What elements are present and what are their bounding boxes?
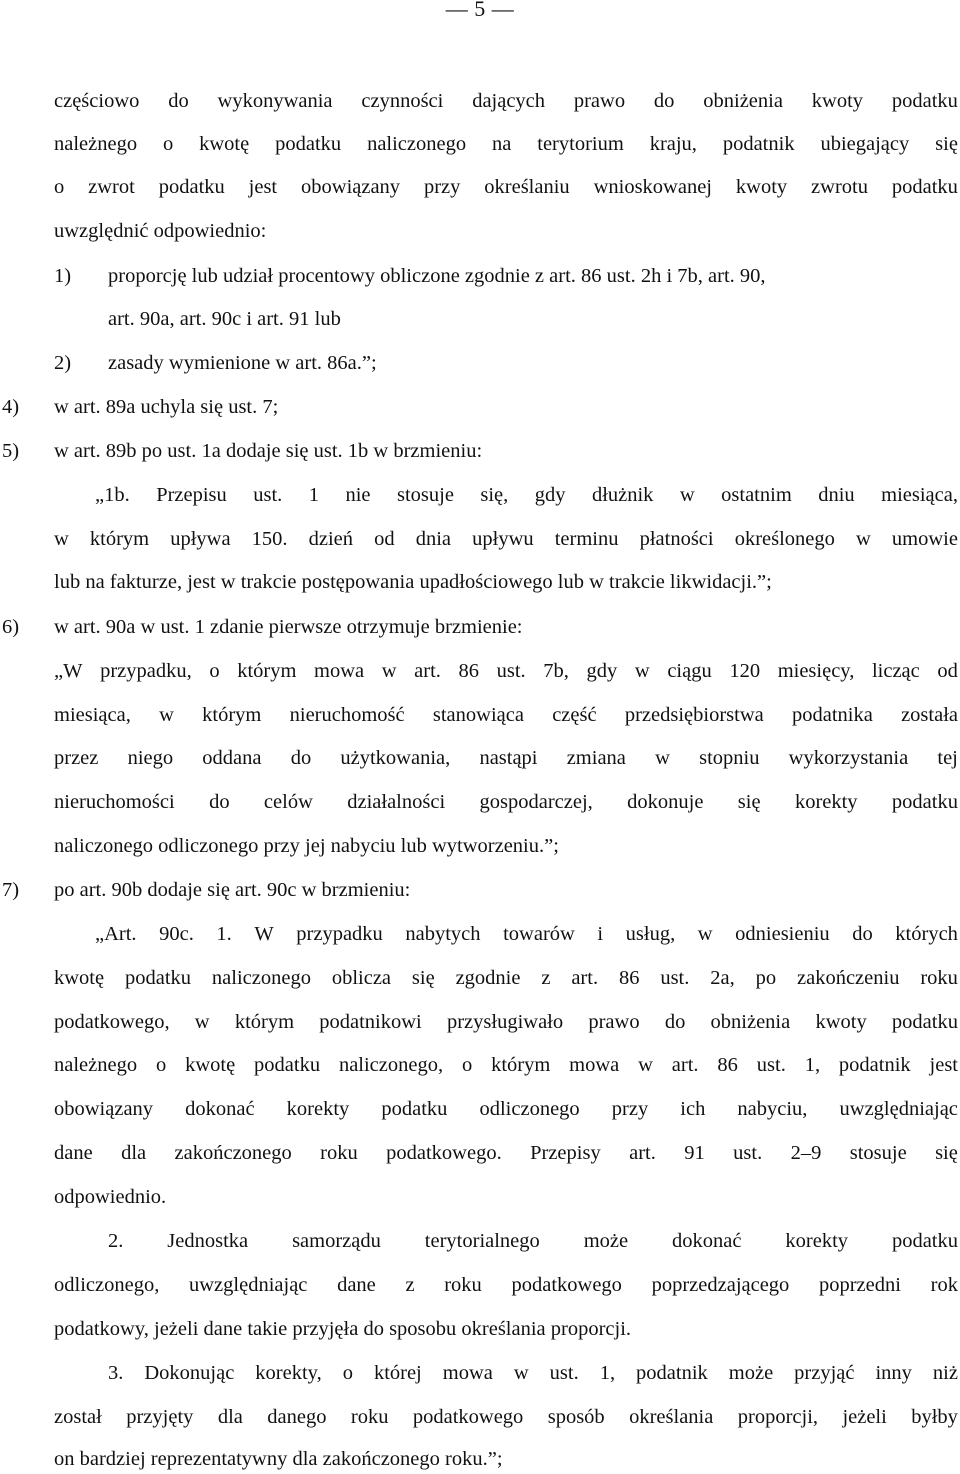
word: podatnik xyxy=(636,1362,708,1384)
item-text: po art. 90b dodaje się art. 90c w brzmieniu: xyxy=(54,879,411,901)
word: naliczonego, xyxy=(338,1054,444,1076)
word: kwotę xyxy=(199,133,250,155)
word: podatnik xyxy=(722,133,795,155)
word: którym xyxy=(89,528,150,550)
word: kwoty xyxy=(735,176,788,198)
word: dających xyxy=(472,90,546,112)
word: roku xyxy=(920,967,958,989)
quote-line xyxy=(54,700,958,730)
word: o xyxy=(155,1054,167,1076)
word: podatku xyxy=(254,1054,321,1076)
word: działalności xyxy=(347,791,446,813)
word: podatku xyxy=(891,1011,958,1033)
word: określonego xyxy=(734,528,835,550)
word: ust. xyxy=(756,1054,786,1076)
word: ust. xyxy=(733,1142,763,1164)
word: zmiana xyxy=(566,747,626,769)
word: dokonuje xyxy=(627,791,704,813)
word: których xyxy=(895,923,958,945)
word: Przepisu xyxy=(156,484,227,506)
word: i xyxy=(597,923,604,945)
word: obowiązany xyxy=(54,1098,154,1120)
word: art. xyxy=(414,660,441,682)
quote-line xyxy=(108,1226,958,1256)
word: w xyxy=(634,660,650,682)
word: licząc xyxy=(871,660,920,682)
word: dnia xyxy=(415,528,452,550)
word: ust. xyxy=(496,660,526,682)
word: 3. xyxy=(108,1362,124,1384)
word: 1, xyxy=(804,1054,821,1076)
word: mowa xyxy=(314,660,365,682)
word: mowa xyxy=(442,1362,493,1384)
word: obowiązany xyxy=(301,176,401,198)
word: ust. xyxy=(660,967,690,989)
word: od xyxy=(937,660,958,682)
item-number: 6) xyxy=(2,616,20,638)
item-number: 7) xyxy=(2,879,20,901)
word: towarów xyxy=(503,923,575,945)
word: danego xyxy=(267,1406,327,1428)
word: płatności xyxy=(639,528,714,550)
item-number: 5) xyxy=(2,440,20,462)
word: obniżenia xyxy=(710,1011,791,1033)
word: kwotę xyxy=(54,967,105,989)
word: korekty xyxy=(794,791,858,813)
word: może xyxy=(728,1362,774,1384)
word: dla xyxy=(121,1142,147,1164)
word: od xyxy=(374,528,395,550)
word: 1, xyxy=(599,1362,616,1384)
word: gospodarczej, xyxy=(479,791,593,813)
word: byłby xyxy=(911,1406,958,1428)
word: kwoty xyxy=(811,90,864,112)
word: podatku xyxy=(891,1230,958,1252)
quote-line xyxy=(54,1007,958,1037)
word: na xyxy=(492,133,512,155)
quote-line xyxy=(54,1402,958,1432)
word: uwzględniając xyxy=(839,1098,958,1120)
quote-line: lub na fakturze, jest w trakcie postępowania upadłościowego lub w trakcie likwidacji.”; xyxy=(54,571,772,593)
word: roku xyxy=(444,1274,482,1296)
word: kwoty xyxy=(815,1011,867,1033)
word: się xyxy=(935,1142,958,1164)
word: jeżeli xyxy=(842,1406,887,1428)
word: został xyxy=(54,1406,102,1428)
word: Dokonując xyxy=(144,1362,235,1384)
word: w xyxy=(655,747,670,769)
word: w xyxy=(638,1054,653,1076)
word: w xyxy=(679,484,695,506)
word: terytorialnego xyxy=(424,1230,540,1252)
word: dla xyxy=(217,1406,243,1428)
quote-line xyxy=(108,1358,958,1388)
intro-line-2 xyxy=(54,129,958,159)
word: miesięcy, xyxy=(777,660,855,682)
quote-line xyxy=(54,1138,958,1168)
word: dniu xyxy=(818,484,855,506)
word: nabyciu, xyxy=(737,1098,808,1120)
quote-line xyxy=(54,1050,958,1080)
word: przyjęty xyxy=(126,1406,194,1428)
word: prawo xyxy=(573,90,626,112)
word: podatnika xyxy=(791,704,873,726)
word: miesiąca, xyxy=(881,484,958,506)
word: do xyxy=(653,90,675,112)
word: terminu xyxy=(554,528,619,550)
word: stosuje xyxy=(849,1142,907,1164)
word: nie xyxy=(345,484,371,506)
word: „1b. xyxy=(95,484,130,506)
word: podatku xyxy=(891,176,958,198)
quote-line xyxy=(54,787,958,817)
word: wykonywania xyxy=(217,90,333,112)
word: Przepisy xyxy=(530,1142,601,1164)
word: z xyxy=(541,967,551,989)
word: inny xyxy=(875,1362,912,1384)
word: podatku xyxy=(158,176,225,198)
item-text: w art. 89a uchyla się ust. 7; xyxy=(54,396,279,418)
word: niego xyxy=(127,747,174,769)
word: nastąpi xyxy=(479,747,538,769)
quote-line: podatkowy, jeżeli dane takie przyjęła do sposobu określania proporcji. xyxy=(54,1318,632,1340)
word: niż xyxy=(932,1362,958,1384)
word: 86 xyxy=(618,967,640,989)
intro-line-3 xyxy=(54,172,958,202)
word: proporcji, xyxy=(737,1406,819,1428)
word: przyjąć xyxy=(794,1362,855,1384)
word: stopniu xyxy=(699,747,760,769)
word: podatku xyxy=(891,90,958,112)
word: podatkowego, xyxy=(54,1011,170,1033)
word: samorządu xyxy=(292,1230,381,1252)
page-number: — 5 — xyxy=(445,0,515,21)
word: w xyxy=(513,1362,529,1384)
word: w xyxy=(381,660,397,682)
word: naliczonego xyxy=(211,967,311,989)
word: podatnikowi xyxy=(319,1011,422,1033)
word: do xyxy=(168,90,189,112)
word: obniżenia xyxy=(703,90,783,112)
word: dane xyxy=(54,1142,93,1164)
word: o xyxy=(461,1054,473,1076)
word: 90c. xyxy=(159,923,194,945)
word: przy xyxy=(611,1098,649,1120)
word: dokonać xyxy=(672,1230,742,1252)
word: zakończonego xyxy=(174,1142,292,1164)
word: 1 xyxy=(308,484,320,506)
word: którym xyxy=(237,660,297,682)
word: celów xyxy=(263,791,313,813)
word: nieruchomość xyxy=(289,704,405,726)
word: art. xyxy=(629,1142,656,1164)
word: gdy xyxy=(586,660,618,682)
word: o xyxy=(342,1362,353,1384)
word: 150. xyxy=(251,528,288,550)
word: odniesieniu xyxy=(735,923,830,945)
word: zgodnie xyxy=(455,967,521,989)
word: wykorzystania xyxy=(788,747,909,769)
word: Jednostka xyxy=(167,1230,249,1252)
word: o xyxy=(209,660,220,682)
word: przysługiwało xyxy=(446,1011,564,1033)
word: 86 xyxy=(458,660,480,682)
item-number: 4) xyxy=(2,396,20,418)
word: w xyxy=(697,923,713,945)
word: podatku xyxy=(381,1098,448,1120)
word: podatnik xyxy=(838,1054,911,1076)
quote-line xyxy=(54,1094,958,1124)
word: roku xyxy=(350,1406,389,1428)
word: się xyxy=(737,791,761,813)
item-text: w art. 89b po ust. 1a dodaje się ust. 1b w brzmieniu: xyxy=(54,440,483,462)
word: nabytych xyxy=(405,923,481,945)
word: została xyxy=(901,704,958,726)
word: do xyxy=(290,747,312,769)
word: ubiegający xyxy=(820,133,910,155)
word: korekty xyxy=(286,1098,350,1120)
word: do xyxy=(664,1011,686,1033)
word: przy xyxy=(423,176,461,198)
word: w xyxy=(54,528,69,550)
word: wnioskowanej xyxy=(593,176,713,198)
word: kraju, xyxy=(649,133,697,155)
word: o xyxy=(162,133,174,155)
word: przypadku, xyxy=(100,660,192,682)
word: 2–9 xyxy=(790,1142,822,1164)
quote-line xyxy=(54,963,958,993)
word: o xyxy=(54,176,65,198)
word: którym xyxy=(234,1011,295,1033)
word: 120 xyxy=(729,660,761,682)
word: W xyxy=(254,923,274,945)
word: podatku xyxy=(124,967,192,989)
word: przez xyxy=(54,747,99,769)
word: do xyxy=(209,791,230,813)
word: korekty xyxy=(785,1230,849,1252)
word: z xyxy=(405,1274,415,1296)
word: naliczonego xyxy=(367,133,467,155)
word: przypadku xyxy=(296,923,383,945)
word: art. xyxy=(571,967,599,989)
word: się xyxy=(411,967,435,989)
word: mowa xyxy=(569,1054,620,1076)
sub-item-line: art. 90a, art. 90c i art. 91 lub xyxy=(108,308,341,330)
word: gdy xyxy=(534,484,566,506)
word: dzień xyxy=(308,528,354,550)
word: określaniu xyxy=(484,176,570,198)
word: upływa xyxy=(170,528,231,550)
word: „W xyxy=(54,660,83,682)
word: art. xyxy=(671,1054,699,1076)
word: której xyxy=(373,1362,422,1384)
word: usług, xyxy=(625,923,676,945)
word: korekty, xyxy=(255,1362,322,1384)
word: w xyxy=(855,528,871,550)
word: częściowo xyxy=(54,90,140,112)
word: może xyxy=(583,1230,629,1252)
word: w xyxy=(159,704,174,726)
word: oblicza xyxy=(331,967,392,989)
word: ust. xyxy=(549,1362,579,1384)
word: przedsiębiorstwa xyxy=(624,704,764,726)
word: część xyxy=(552,704,597,726)
word: stanowiąca xyxy=(432,704,524,726)
word: po xyxy=(755,967,777,989)
word: ust. xyxy=(253,484,283,506)
word: 86 xyxy=(717,1054,738,1076)
word: terytorium xyxy=(537,133,624,155)
word: 7b, xyxy=(543,660,569,682)
word: stosuje xyxy=(396,484,454,506)
word: podatku xyxy=(891,791,958,813)
word: się, xyxy=(480,484,509,506)
word: ich xyxy=(680,1098,706,1120)
word: należnego xyxy=(54,133,138,155)
word: którym xyxy=(491,1054,551,1076)
sub-item-number: 2) xyxy=(54,352,72,374)
word: podatkowego xyxy=(412,1406,524,1428)
quote-line xyxy=(54,656,958,686)
word: upływu xyxy=(472,528,534,550)
word: prawo xyxy=(588,1011,640,1033)
word: tej xyxy=(937,747,958,769)
quote-line xyxy=(54,1270,958,1300)
quote-line xyxy=(95,919,958,949)
word: należnego xyxy=(54,1054,138,1076)
word: jest xyxy=(929,1054,958,1076)
intro-line-1 xyxy=(54,86,958,116)
word: dane xyxy=(337,1274,376,1296)
word: poprzedni xyxy=(818,1274,901,1296)
word: zwrotu xyxy=(811,176,868,198)
item-text: w art. 90a w ust. 1 zdanie pierwsze otrzymuje brzmienie: xyxy=(54,616,523,638)
word: ciągu xyxy=(667,660,712,682)
word: dokonać xyxy=(185,1098,255,1120)
word: podatkowego xyxy=(511,1274,622,1296)
quote-line: on bardziej reprezentatywny dla zakończonego roku.”; xyxy=(54,1448,503,1470)
word: umowie xyxy=(891,528,958,550)
word: roku xyxy=(320,1142,358,1164)
word: do xyxy=(852,923,873,945)
sub-item-line: proporcję lub udział procentowy obliczone zgodnie z art. 86 ust. 2h i 7b, art. 90, xyxy=(108,265,766,287)
word: 2. xyxy=(108,1230,124,1252)
word: ostatnim xyxy=(721,484,792,506)
word: podatkowego. xyxy=(386,1142,502,1164)
quote-line: odpowiednio. xyxy=(54,1186,167,1208)
quote-line: naliczonego odliczonego przy jej nabyciu lub wytworzeniu.”; xyxy=(54,835,559,857)
quote-line xyxy=(95,480,958,510)
word: nieruchomości xyxy=(54,791,175,813)
word: się xyxy=(935,133,958,155)
sub-item-number: 1) xyxy=(54,265,72,287)
word: 2a, xyxy=(710,967,735,989)
word: rok xyxy=(930,1274,958,1296)
word: odliczonego xyxy=(479,1098,580,1120)
word: użytkowania, xyxy=(340,747,451,769)
word: poprzedzającego xyxy=(651,1274,790,1296)
word: sposób xyxy=(547,1406,605,1428)
word: 91 xyxy=(684,1142,705,1164)
word: czynności xyxy=(361,90,444,112)
word: jest xyxy=(248,176,278,198)
word: uwzględniając xyxy=(189,1274,308,1296)
word: „Art. xyxy=(95,923,137,945)
word: dłużnik xyxy=(591,484,654,506)
word: zwrot xyxy=(88,176,135,198)
word: miesiąca, xyxy=(54,704,131,726)
word: podatku xyxy=(275,133,342,155)
sub-item-line: zasady wymienione w art. 86a.”; xyxy=(108,352,377,374)
intro-line-4: uwzględnić odpowiednio: xyxy=(54,220,267,242)
word: zakończeniu xyxy=(797,967,900,989)
word: oddana xyxy=(202,747,262,769)
word: określania xyxy=(629,1406,714,1428)
word: kwotę xyxy=(185,1054,236,1076)
word: którym xyxy=(202,704,262,726)
quote-line xyxy=(54,524,958,554)
quote-line xyxy=(54,743,958,773)
word: w xyxy=(194,1011,210,1033)
word: odliczonego, xyxy=(54,1274,160,1296)
word: 1. xyxy=(216,923,232,945)
